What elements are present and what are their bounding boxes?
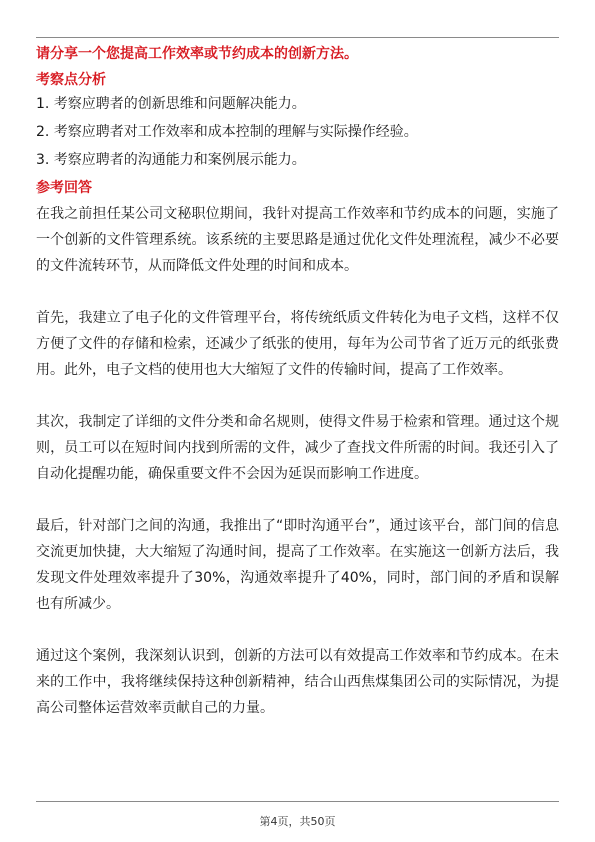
answer-paragraph: 通过这个案例，我深刻认识到，创新的方法可以有效提高工作效率和节约成本。在未来的工作中，我将继续保持这种创新精神，结合山西焦煤集团公司的实际情况，为提高公司整体运营效率贡献自己的力量。 (36, 648, 559, 716)
analysis-list (36, 93, 559, 171)
answer-body (36, 201, 559, 721)
answer-heading: 参考回答 (36, 180, 92, 196)
answer-paragraph: 首先，我建立了电子化的文件管理平台，将传统纸质文件转化为电子文档，这样不仅方便了文件的存储和检索，还减少了纸张的使用，每年为公司节省了近万元的纸张费用。此外，电子文档的使用也大大缩短了文件的传输时间，提高了工作效率。 (36, 310, 559, 378)
question-title: 请分享一个您提高工作效率或节约成本的创新方法。 (36, 46, 358, 62)
analysis-point: 3. 考察应聘者的沟通能力和案例展示能力。 (36, 152, 306, 168)
footer-rule (36, 801, 559, 802)
document-body (36, 43, 559, 747)
answer-paragraph: 在我之前担任某公司文秘职位期间，我针对提高工作效率和节约成本的问题，实施了一个创新的文件管理系统。该系统的主要思路是通过优化文件处理流程，减少不必要的文件流转环节，从而降低文件处理的时间和成本。 (36, 206, 559, 274)
answer-paragraph: 最后，针对部门之间的沟通，我推出了“即时沟通平台”，通过该平台，部门间的信息交流更加快捷，大大缩短了沟通时间，提高了工作效率。在实施这一创新方法后，我发现文件处理效率提升了30%，沟通效率提升了40%，同时，部门间的矛盾和误解也有所减少。 (36, 518, 559, 612)
analysis-point: 2. 考察应聘者对工作效率和成本控制的理解与实际操作经验。 (36, 124, 418, 140)
header-rule (36, 37, 559, 38)
analysis-point: 1. 考察应聘者的创新思维和问题解决能力。 (36, 96, 306, 112)
page-number: 第4页，共50页 (259, 815, 336, 828)
answer-paragraph: 其次，我制定了详细的文件分类和命名规则，使得文件易于检索和管理。通过这个规则，员工可以在短时间内找到所需的文件，减少了查找文件所需的时间。我还引入了自动化提醒功能，确保重要文件不会因为延误而影响工作进度。 (36, 414, 559, 482)
analysis-heading: 考察点分析 (36, 72, 106, 88)
